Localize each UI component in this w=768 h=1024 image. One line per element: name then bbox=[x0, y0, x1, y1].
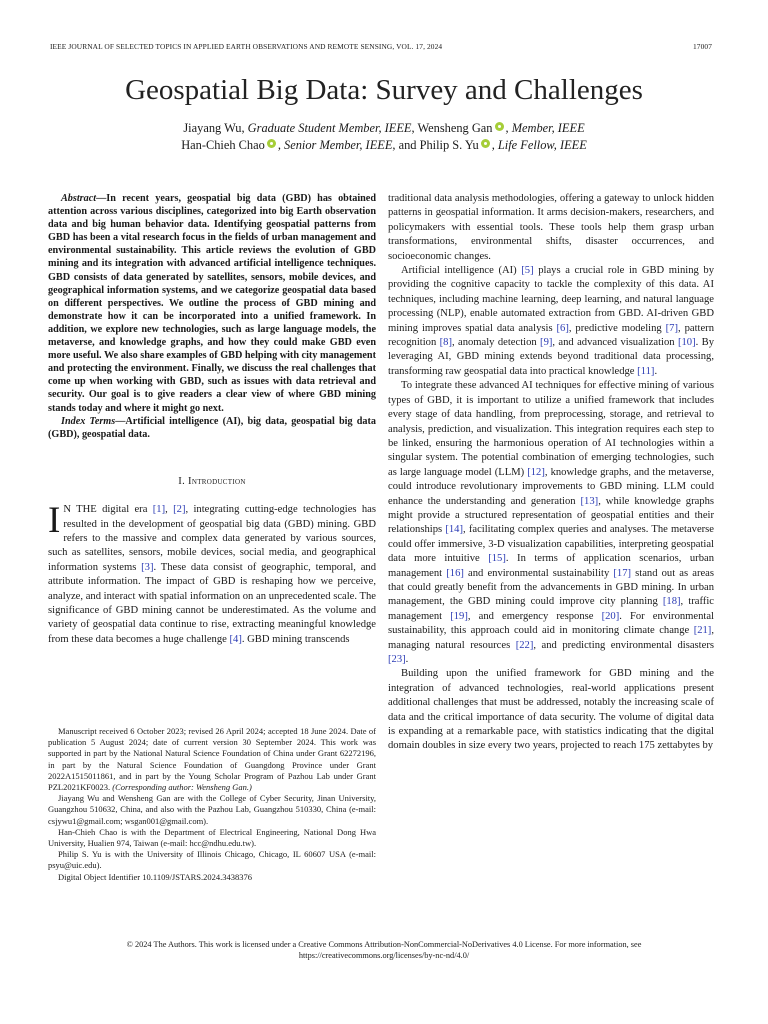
author-list bbox=[0, 120, 768, 154]
body-paragraph: traditional data analysis methodologies, offering a gateway to unlock hidden patterns in geospatial information. It arms decision-makers, researchers, and policymakers with essential tools. These tools help them grasp urban transformations, environmental shifts, disaster occurrences, and socioeconomic changes. bbox=[388, 193, 714, 262]
citation-link[interactable]: [23] bbox=[388, 654, 406, 665]
license-link[interactable]: https://creativecommons.org/licenses/by-nc-nd/4.0/ bbox=[298, 951, 470, 960]
citation-link[interactable]: [13] bbox=[580, 495, 599, 507]
citation-link[interactable]: [11] bbox=[637, 365, 655, 377]
orcid-icon[interactable] bbox=[495, 122, 504, 131]
citation-link[interactable]: [7] bbox=[665, 322, 679, 334]
citation-link[interactable]: [4] bbox=[229, 633, 242, 645]
citation-link[interactable]: [17] bbox=[613, 567, 632, 579]
citation-link[interactable]: [3] bbox=[141, 561, 154, 573]
body-paragraph: To integrate these advanced AI techniques for effective mining of various types of GBD, it is important to utilize a unified framework that includes every stage of data handling, from preprocessing, storage, and retrieval to analysis, prediction, and visualization. This integration requires each step to be linked, ensuring the harmonious operation of AI technologies within a singular system. The potential combination of emerging technologies, such as large language model (LLM) [12], knowledge graphs, and the metaverse, could introduce revolutionary improvements to GBD mining. LLM could enhance the understanding and generation [13], while knowledge graphs might provide a structured representation of geospatial entities and their relationships [14], facilitating complex queries and analyses. The metaverse could offer immersive, 3-D visualization capabilities, interpreting geospatial data more intuitive [15]. In terms of application scenarios, urban management [16] and environmental sustainability [17] stand out as areas that could greatly benefit from the advancements in GBD mining. In urban management, the GBD mining could improve city planning [18], traffic management [19], and emergency response [20]. For environmental sustainability, this approach could aid in monitoring climate change [21], managing natural resources [22], and predicting environmental disasters [23]. bbox=[388, 380, 715, 665]
citation-link[interactable]: [22] bbox=[515, 639, 534, 651]
footnotes bbox=[48, 726, 376, 883]
running-header bbox=[50, 42, 712, 54]
citation-link[interactable]: [5] bbox=[521, 265, 534, 277]
citation-link[interactable]: [9] bbox=[540, 337, 553, 349]
abstract: Abstract—In recent years, geospatial big data (GBD) has obtained attention across various disciplines, categorized into big Earth observation data and big human behavior data. Identifying geospatial patterns from GBD has been a vital research focus in the fields of urban management and environmental sustainability. This article reviews the evolution of GBD mining and its integration with advanced artificial intelligence techniques. GBD consists of data generated by satellites, sensors, mobile devices, and geographical information systems, and we categorize geospatial data based on different perspectives. We outline the process of GBD mining and demonstrate how it can be incorporated into a unified framework. In addition, we explore new technologies, such as large language models, the metaverse, and knowledge graphs, and how they could make GBD even more useful. We also share examples of GBD helping with city management and protecting the environment. Finally, we discuss the real challenges that come up when working with GBD, such as issues with data retrieval and security. Our goal is to give readers a clear view of where GBD mining stands today and where it might go next. bbox=[48, 193, 376, 414]
body-paragraph: Artificial intelligence (AI) [5] plays a crucial role in GBD mining by providing the cognitive capacity to tackle the complexity of this data. AI techniques, including machine learning, deep learning, and natural language processing (NLP), enable automated extraction from GBD. AI-driven GBD mining improves spatial data analysis [6], predictive modeling [7], pattern recognition [8], anomaly detection [9], and advanced visualization [10]. By leveraging AI, GBD mining extends beyond traditional data processing, transforming raw geospatial data into practical knowledge [11]. bbox=[388, 265, 714, 377]
citation-link[interactable]: [2] bbox=[173, 504, 186, 516]
citation-link[interactable]: [21] bbox=[693, 625, 712, 637]
citation-link[interactable]: [6] bbox=[556, 322, 569, 334]
citation-link[interactable]: [16] bbox=[446, 567, 464, 579]
citation-link[interactable]: [10] bbox=[677, 337, 696, 349]
citation-link[interactable]: [14] bbox=[445, 524, 463, 536]
orcid-icon[interactable] bbox=[267, 139, 276, 148]
citation-link[interactable]: [18] bbox=[662, 596, 681, 608]
drop-cap: I bbox=[48, 500, 61, 542]
citation-link[interactable]: [1] bbox=[152, 504, 166, 516]
page-number: 17007 bbox=[693, 42, 712, 51]
citation-link[interactable]: [12] bbox=[527, 466, 545, 478]
orcid-icon[interactable] bbox=[481, 139, 490, 148]
footnote-affiliation-2: Han-Chieh Chao is with the Department of Electrical Engineering, National Dong Hwa University, Hualien 974, Taiwan (e-mail: hcc@ndhu.edu.tw). bbox=[48, 826, 376, 849]
paper-title: Geospatial Big Data: Survey and Challenges bbox=[125, 74, 643, 106]
citation-link[interactable]: [19] bbox=[450, 610, 468, 622]
right-column bbox=[388, 192, 714, 754]
author-line-1: Jiayang Wu, Graduate Student Member, IEEE, Wensheng Gan , Member, IEEE bbox=[183, 121, 585, 135]
license-notice: © 2024 The Authors. This work is licensed under a Creative Commons Attribution-NonCommercial-NoDerivatives 4.0 License. For more information, see https://creativecommons.org/licenses/by-nc-nd/4.0/ bbox=[50, 939, 718, 961]
section-heading: I. Introduction bbox=[178, 475, 246, 487]
body-paragraph: Building upon the unified framework for GBD mining and the integration of advanced technologies, real-world applications present additional challenges that must be addressed, notably the increasing scale of data and the critical importance of data security. The volume of digital data is expanding at a remarkable pace, with statistics indicating that the digital domain doubles in size every two years, projected to reach 175 zettabytes by bbox=[388, 668, 714, 752]
journal-name: IEEE JOURNAL OF SELECTED TOPICS IN APPLIED EARTH OBSERVATIONS AND REMOTE SENSING, VOL. 17, 2024 bbox=[50, 42, 443, 51]
footnote-affiliation-3: Philip S. Yu is with the University of Illinois Chicago, Chicago, IL 60607 USA (e-mail: psyu@uic.edu). bbox=[48, 849, 376, 871]
footnote-manuscript: Manuscript received 6 October 2023; revised 26 April 2024; accepted 18 June 2024. Date of publication 5 August 2024; date of current version 30 September 2024. This work was supported in part by the National Natural Science Foundation of China under Grant 62272196, in part by the Natural Science Foundation of Guangdong Province under Grant 2022A1515011861, and in part by the Young Scholar Program of Pazhou Lab under Grant PZL2021KF0023. (Corresponding author: Wensheng Gan.) bbox=[48, 726, 376, 793]
left-column bbox=[48, 192, 376, 647]
citation-link[interactable]: [15] bbox=[488, 553, 506, 565]
index-terms: Index Terms—Artificial intelligence (AI), big data, geospatial big data (GBD), geospatial data. bbox=[48, 415, 376, 440]
citation-link[interactable]: [20] bbox=[601, 610, 620, 622]
footnote-doi: Digital Object Identifier 10.1109/JSTARS.2024.3438376 bbox=[58, 871, 253, 882]
footnote-affiliation-1: Jiayang Wu and Wensheng Gan are with the College of Cyber Security, Jinan University, Guangzhou 510632, China, and also with the Pazhou Lab, Guangzhou 510330, China (e-mail: csjywu1@gmail.com; wsgan001@gmail.com). bbox=[48, 793, 376, 826]
author-line-2: Han-Chieh Chao , Senior Member, IEEE, and Philip S. Yu , Life Fellow, IEEE bbox=[181, 138, 587, 152]
citation-link[interactable]: [8] bbox=[439, 337, 452, 349]
intro-paragraph: I N THE digital era [1], [2], integrating cutting-edge technologies has resulted in the development of geospatial big data (GBD) mining. GBD refers to the massive and complex data generated by various sources, such as satellites, sensors, mobile devices, social media, and geographical information systems [3]. These data consist of geographic, temporal, and attribute information. The impact of GBD is reshaping how we perceive, analyze, and interact with spatial information on an unprecedented scale. The significance of GBD mining cannot be underestimated. As the volume and variety of geospatial data continue to rise, extracting meaningful knowledge from these data becomes a huge challenge [4]. GBD mining transcends bbox=[48, 500, 377, 645]
